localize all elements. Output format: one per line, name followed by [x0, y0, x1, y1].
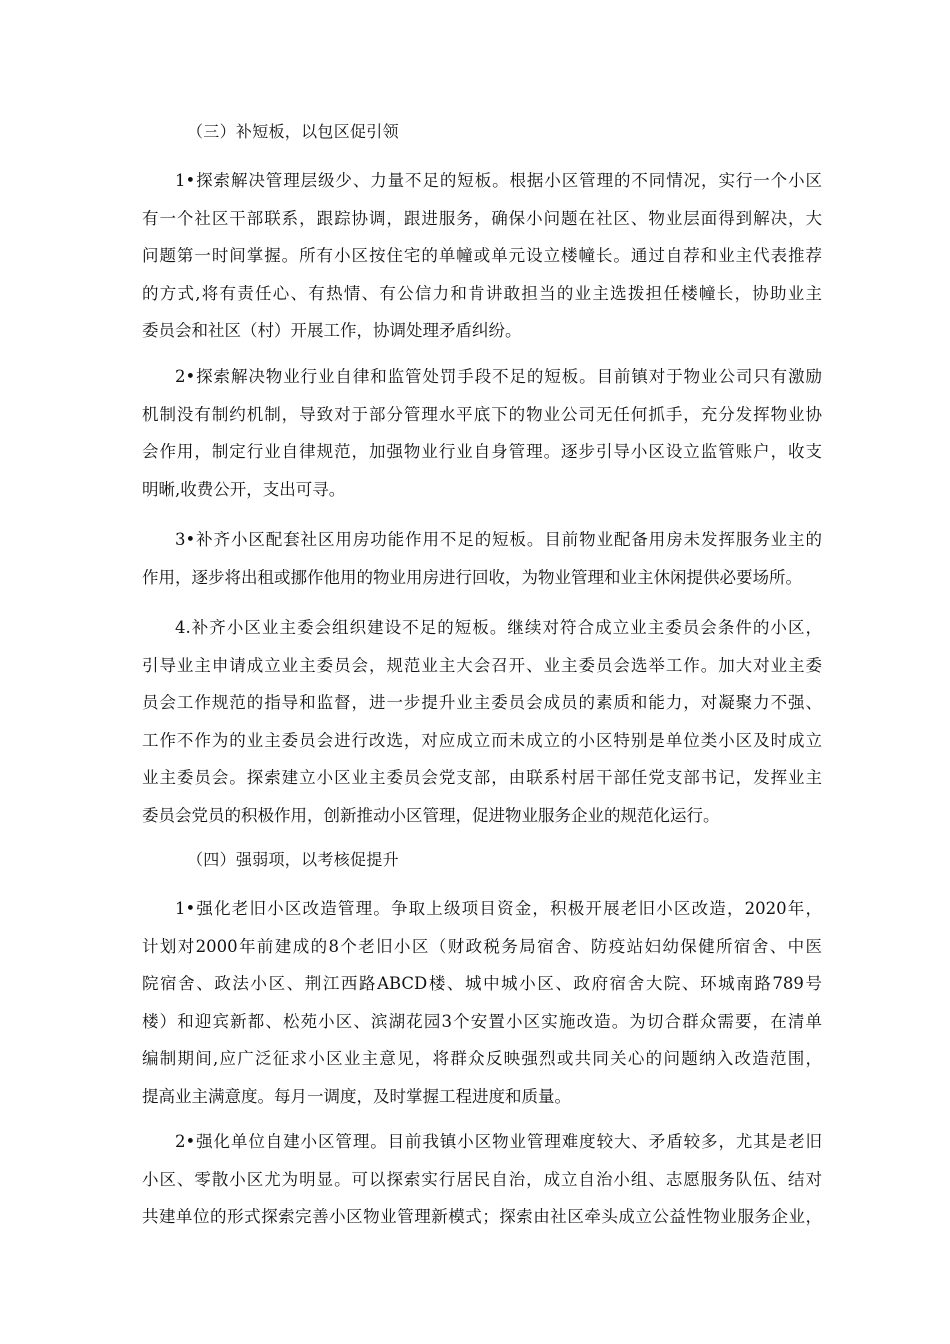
paragraph-line: 机制没有制约机制，导致对于部分管理水平底下的物业公司无任何抓手，充分发挥物业协	[142, 404, 822, 424]
paragraph-line: 小区、零散小区尤为明显。可以探索实行居民自治，成立自治小组、志愿服务队伍、结对	[142, 1169, 822, 1189]
paragraph-line: 委员会党员的积极作用，创新推动小区管理，促进物业服务企业的规范化运行。	[142, 805, 720, 825]
paragraph-line: 1•探索解决管理层级少、力量不足的短板。根据小区管理的不同情况，实行一个小区	[175, 171, 822, 190]
paragraph-line: 业主委员会。探索建立小区业主委员会党支部，由联系村居干部任党支部书记，发挥业主	[142, 768, 822, 787]
section-heading-3: （三）补短板，以包区促引领	[187, 122, 399, 141]
paragraph-line: 明晰,收费公开，支出可寻。	[142, 479, 346, 499]
paragraph-line: 问题第一时间掌握。所有小区按住宅的单幢或单元设立楼幢长。通过自荐和业主代表推荐	[142, 246, 822, 265]
paragraph-4	[142, 609, 822, 834]
paragraph-5	[142, 890, 822, 1115]
paragraph-line: 编制期间,应广泛征求小区业主意见，将群众反映强烈或共同关心的问题纳入改造范围，	[142, 1049, 822, 1068]
paragraph-line: 委员会和社区（村）开展工作，协调处理矛盾纠纷。	[142, 321, 522, 340]
paragraph-line: 计划对2000年前建成的8个老旧小区（财政税务局宿舍、防疫站妇幼保健所宿舍、中医	[142, 936, 822, 956]
section-heading-4: （四）强弱项，以考核促提升	[187, 850, 399, 869]
paragraph-3	[142, 521, 822, 596]
paragraph-line: 提高业主满意度。每月一调度，及时掌握工程进度和质量。	[142, 1086, 571, 1106]
paragraph-line: 4.补齐小区业主委会组织建设不足的短板。继续对符合成立业主委员会条件的小区，	[175, 618, 822, 637]
paragraph-line: 2•探索解决物业行业自律和监管处罚手段不足的短板。目前镇对于物业公司只有激励	[175, 367, 822, 386]
paragraph-line: 作用，逐步将出租或挪作他用的物业用房进行回收，为物业管理和业主休闲提供必要场所。	[142, 567, 802, 587]
paragraph-line: 楼）和迎宾新都、松苑小区、滨湖花园3个安置小区实施改造。为切合群众需要，在清单	[142, 1011, 822, 1031]
paragraph-line: 2•强化单位自建小区管理。目前我镇小区物业管理难度较大、矛盾较多，尤其是老旧	[175, 1132, 822, 1151]
paragraph-line: 会作用，制定行业自律规范，加强物业行业自身管理。逐步引导小区设立监管账户，收支	[142, 442, 822, 461]
paragraph-line: 引导业主申请成立业主委员会，规范业主大会召开、业主委员会选举工作。加大对业主委	[142, 655, 822, 675]
paragraph-2	[142, 358, 822, 508]
paragraph-line: 工作不作为的业主委员会进行改选，对应成立而未成立的小区特别是单位类小区及时成立	[142, 730, 822, 750]
paragraph-line: 院宿舍、政法小区、荆江西路ABCD楼、城中城小区、政府宿舍大院、环城南路789号	[142, 974, 822, 993]
paragraph-line: 的方式,将有责任心、有热情、有公信力和肯讲敢担当的业主选拨担任楼幢长，协助业主	[142, 283, 822, 303]
paragraph-1	[142, 162, 822, 350]
paragraph-6	[142, 1123, 822, 1236]
paragraph-line: 共建单位的形式探索完善小区物业管理新模式；探索由社区牵头成立公益性物业服务企业，	[142, 1207, 822, 1226]
paragraph-line: 3•补齐小区配套社区用房功能作用不足的短板。目前物业配备用房未发挥服务业主的	[175, 530, 822, 549]
paragraph-line: 1•强化老旧小区改造管理。争取上级项目资金，积极开展老旧小区改造，2020年，	[175, 899, 822, 918]
paragraph-line: 员会工作规范的指导和监督，进一步提升业主委员会成员的素质和能力，对凝聚力不强、	[142, 693, 822, 712]
paragraph-line: 有一个社区干部联系，跟踪协调，跟进服务，确保小问题在社区、物业层面得到解决，大	[142, 208, 822, 228]
